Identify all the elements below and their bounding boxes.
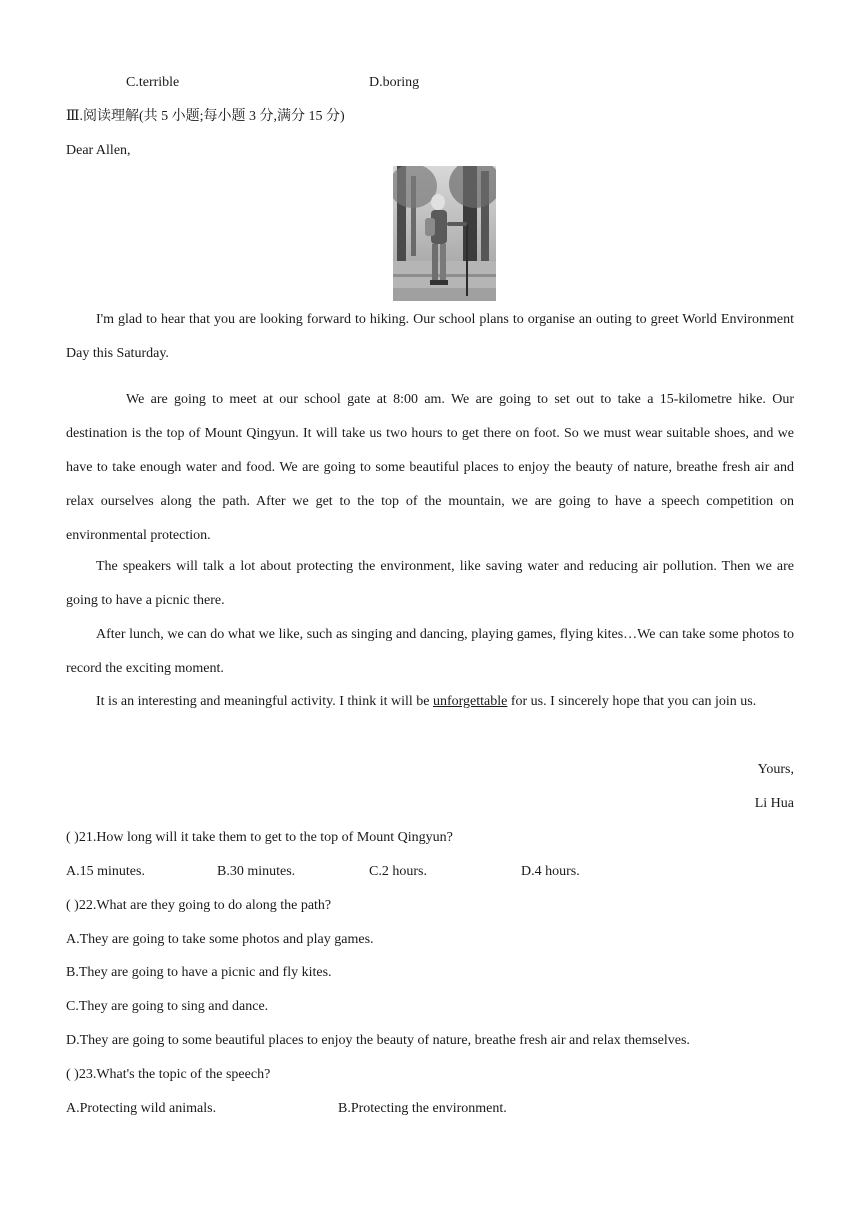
letter-paragraph-5 xyxy=(66,685,794,719)
option-c-prev: C.terrible xyxy=(126,75,180,90)
letter-greeting: Dear Allen, xyxy=(66,143,131,158)
question-22-option-a: A.They are going to take some photos and play games. xyxy=(66,932,374,947)
question-23-stem: ( )23.What's the topic of the speech? xyxy=(66,1067,271,1082)
hiker-photo xyxy=(393,166,496,301)
letter-paragraph-1 xyxy=(66,303,794,371)
letter-paragraph-4 xyxy=(66,618,794,686)
question-23-option-a: A.Protecting wild animals. xyxy=(66,1101,217,1116)
letter-paragraph-2 xyxy=(66,383,794,553)
section-title: Ⅲ.阅读理解(共 5 小题;每小题 3 分,满分 15 分) xyxy=(66,109,345,124)
question-21-option-b: B.30 minutes. xyxy=(217,864,296,879)
question-22-option-d: D.They are going to some beautiful places to enjoy the beauty of nature, breathe fresh air and relax themselves. xyxy=(66,1033,690,1048)
paragraph-5-text-start: It is an interesting and meaningful activity. I think it will be xyxy=(96,694,433,709)
question-22-option-b: B.They are going to have a picnic and fly kites. xyxy=(66,965,332,980)
question-22-stem: ( )22.What are they going to do along the path? xyxy=(66,898,332,913)
option-d-prev: D.boring xyxy=(369,75,420,90)
question-22-option-c: C.They are going to sing and dance. xyxy=(66,999,269,1014)
question-23-option-b: B.Protecting the environment. xyxy=(338,1101,507,1116)
letter-signature: Li Hua xyxy=(754,796,794,811)
question-21-option-c: C.2 hours. xyxy=(369,864,427,879)
paragraph-3-text: The speakers will talk a lot about protecting the environment, like saving water and reducing air pollution. Then we are going to have a picnic there. xyxy=(66,559,794,608)
question-21-option-d: D.4 hours. xyxy=(521,864,580,879)
letter-paragraph-3 xyxy=(66,550,794,618)
question-21-option-a: A.15 minutes. xyxy=(66,864,145,879)
paragraph-1-text: I'm glad to hear that you are looking forward to hiking. Our school plans to organise an outing to greet World Environment Day this Saturday. xyxy=(66,312,794,361)
paragraph-5-text-end: for us. I sincerely hope that you can join us. xyxy=(507,694,757,709)
letter-closing: Yours, xyxy=(757,762,794,777)
paragraph-4-text: After lunch, we can do what we like, such as singing and dancing, playing games, flying kites…We can take some photos to record the exciting moment. xyxy=(66,627,794,676)
underlined-word: unforgettable xyxy=(432,694,508,709)
paragraph-2-text: We are going to meet at our school gate at 8:00 am. We are going to set out to take a 15-kilometre hike. Our destination is the top of Mount Qingyun. It will take us two hours to get there on foot. So we must wear suitable shoes, and we have to take enough water and food. We are going to some beautiful places to enjoy the beauty of nature, breathe fresh air and relax ourselves along the path. After we get to the top of the mountain, we are going to have a speech competition on environmental protection. xyxy=(66,392,794,543)
question-21-stem: ( )21.How long will it take them to get to the top of Mount Qingyun? xyxy=(66,830,453,845)
